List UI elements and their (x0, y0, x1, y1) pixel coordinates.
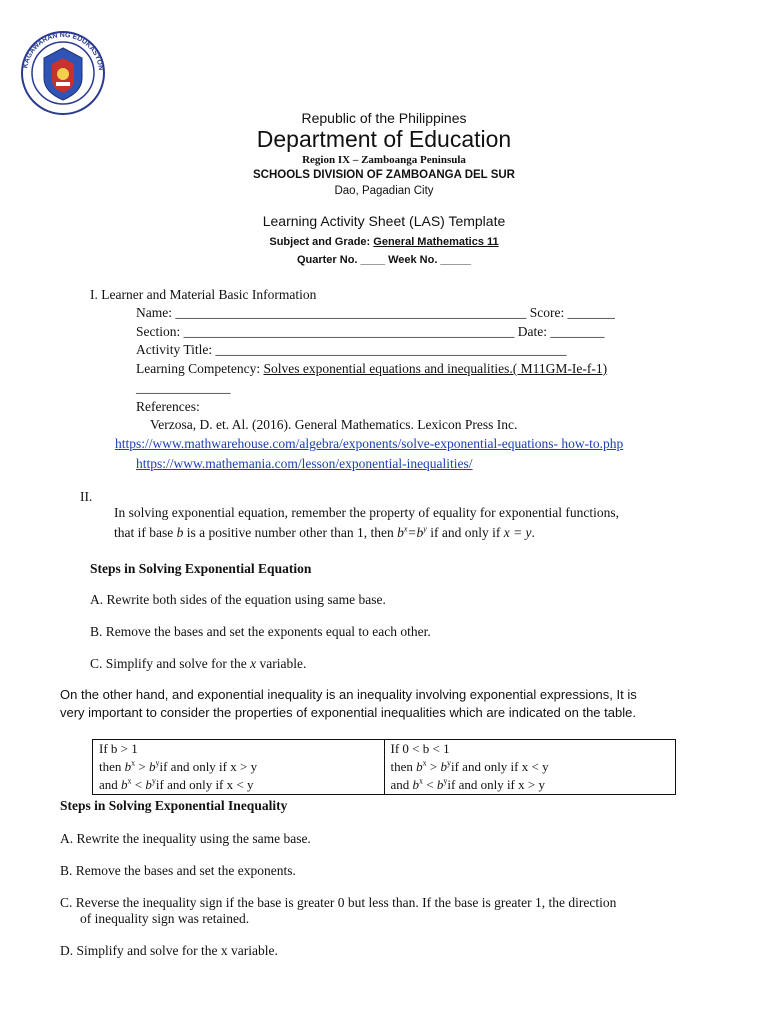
steps-equation-heading: Steps in Solving Exponential Equation (90, 561, 312, 576)
references-label: References: (136, 399, 200, 414)
step-ineq-c: C. Reverse the inequality sign if the base is greater 0 but less than. If the base is greater 1, the direction (60, 895, 617, 910)
competency-value: Solves exponential equations and inequalities.( M11GM-Ie-f-1) (263, 361, 608, 376)
paragraph-line-2: very important to consider the properties of exponential inequalities which are indicated on the table. (60, 705, 636, 720)
intro-line-2: that if base b is a positive number other than 1, then $b^x=b^y$ if and only if x = y. (114, 524, 535, 540)
subject-label: Subject and Grade: (269, 236, 374, 248)
reference-link-2[interactable]: https://www.mathemania.com/lesson/exponential-inequalities/ (136, 456, 473, 471)
step-eq-b: B. Remove the bases and set the exponents equal to each other. (90, 624, 431, 639)
intro-line-1: In solving exponential equation, remember the property of equality for exponential functions, (114, 505, 619, 520)
table-cell-b-greater-1: If b > 1 then $b^x > b^yif$ and only if x > y and $b^x < b^yif$ and only if x < y (93, 740, 385, 795)
intro-text-c: if and only if (426, 525, 504, 540)
step-ineq-d: D. Simplify and solve for the x variable. (60, 943, 278, 958)
subject-line (0, 236, 768, 248)
competency-line (136, 361, 607, 377)
deped-seal-icon (20, 30, 106, 116)
division-line: SCHOOLS DIVISION OF ZAMBOANGA DEL SUR (253, 169, 515, 181)
steps-inequality-heading: Steps in Solving Exponential Inequality (60, 798, 288, 813)
intro-text-b: is a positive number other than 1, then (183, 525, 398, 540)
step-ineq-a: A. Rewrite the inequality using the same base. (60, 831, 311, 846)
region-line: Region IX – Zamboanga Peninsula (302, 154, 466, 166)
activity-title-field[interactable]: Activity Title: ____________________________________________________ (136, 342, 567, 357)
republic-line: Republic of the Philippines (301, 110, 467, 126)
intro-var-b: b (176, 525, 184, 540)
inequality-properties-table (92, 739, 676, 795)
step-eq-a: A. Rewrite both sides of the equation using same base. (90, 592, 386, 607)
intro-xy: x = y (503, 525, 532, 540)
table-cell-b-between-0-1: If 0 < b < 1 then $b^x > b^yif$ and only if x < y and $b^x < b^yif$ and only if x > y (384, 740, 676, 795)
reference-book: Verzosa, D. et. Al. (2016). General Mathematics. Lexicon Press Inc. (150, 417, 518, 432)
competency-label: Learning Competency: (136, 361, 264, 376)
section2-numeral: II. (80, 489, 93, 504)
section1-heading: I. Learner and Material Basic Information (90, 287, 317, 302)
step-ineq-c-cont: of inequality sign was retained. (80, 911, 250, 926)
name-field[interactable]: Name: ____________________________________________________ Score: _______ (136, 305, 615, 320)
svg-text:KAGAWARAN NG EDUKASYON: KAGAWARAN NG EDUKASYON (22, 31, 104, 71)
paragraph-line-1: On the other hand, and exponential inequality is an inequality involving exponential expressions, It is (60, 687, 637, 702)
intro-text-a: that if base (114, 525, 177, 540)
competency-trail: ______________ (136, 380, 231, 395)
section-field[interactable]: Section: _________________________________________________ Date: ________ (136, 324, 605, 339)
department-title: Department of Education (256, 126, 512, 152)
intro-equation: $b^x=b^y$ (397, 524, 427, 540)
address-line: Dao, Pagadian City (334, 185, 434, 197)
reference-link-1[interactable]: https://www.mathwarehouse.com/algebra/exponents/solve-exponential-equations- how-to.php (115, 436, 624, 451)
step-eq-c: C. Simplify and solve for the x variable. (90, 656, 307, 671)
quarter-line: Quarter No. ____ Week No. _____ (296, 254, 472, 266)
step-ineq-b: B. Remove the bases and set the exponents. (60, 863, 296, 878)
subject-value: General Mathematics 11 (373, 236, 499, 248)
las-title: Learning Activity Sheet (LAS) Template (262, 213, 506, 229)
